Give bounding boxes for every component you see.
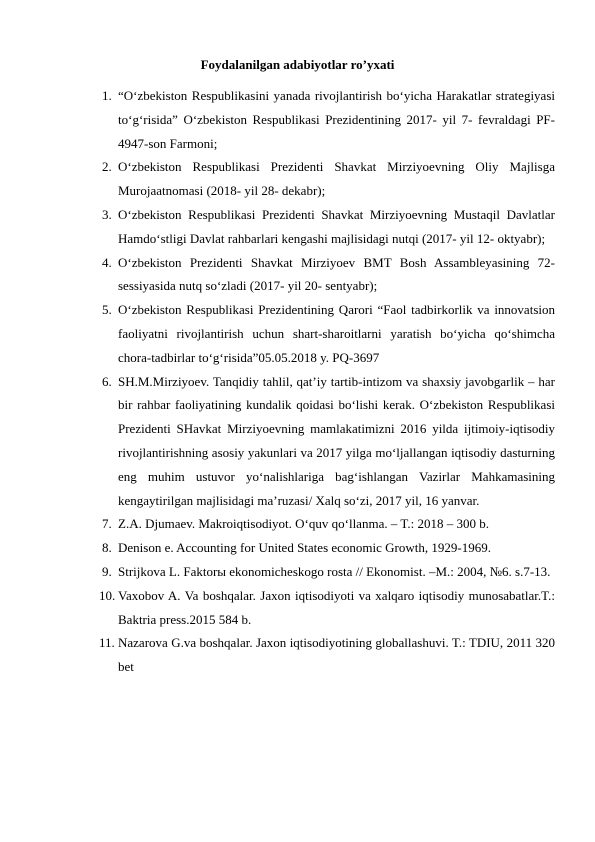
reference-item xyxy=(102,84,555,155)
reference-item xyxy=(102,203,555,251)
reference-item xyxy=(102,251,555,299)
reference-number: 5. xyxy=(102,302,112,318)
reference-text: O‘zbekiston Respublikasi Prezidentining Qarori “Faol tadbirkorlik va innovatsion faoliyatni rivojlantirish uchun shart-sharoitlarni yaratish bo‘yicha qo‘shimcha chora-tadbirlar to‘g‘risida”05.05.2018 y. PQ-3697 xyxy=(118,302,555,365)
reference-text: Strijkova L. Faktorы ekonomicheskogo rosta // Ekonomist. –M.: 2004, №6. s.7-13. xyxy=(118,563,551,579)
reference-item xyxy=(102,560,555,584)
reference-number: 11. xyxy=(99,635,115,651)
reference-text: Vaxobov A. Va boshqalar. Jaxon iqtisodiyoti va xalqaro iqtisodiy munosabatlar.T.: Baktria press.2015 584 b. xyxy=(118,587,555,627)
reference-text: Denison e. Accounting for United States economic Growth, 1929-1969. xyxy=(118,540,491,556)
reference-text: Nazarova G.va boshqalar. Jaxon iqtisodiyotining globallashuvi. T.: TDIU, 2011 320 bet xyxy=(118,635,555,675)
reference-text: Z.A. Djumaev. Makroiqtisodiyot. O‘quv qo‘llanma. – T.: 2018 – 300 b. xyxy=(118,516,489,532)
reference-item xyxy=(99,631,555,679)
reference-number: 6. xyxy=(102,373,112,389)
reference-text: O‘zbekiston Prezidenti Shavkat Mirziyoev BMT Bosh Assambleyasining 72-sessiyasida nutq so‘zladi (2017- yil 20- sentyabr); xyxy=(118,254,555,294)
reference-text: O‘zbekiston Respublikasi Prezidenti Shavkat Mirziyoevning Oliy Majlisga Murojaatnomasi (2018- yil 28- dekabr); xyxy=(118,159,555,199)
reference-item xyxy=(102,370,555,513)
reference-number: 1. xyxy=(102,88,112,103)
reference-item xyxy=(99,584,555,632)
reference-item xyxy=(102,298,555,369)
reference-number: 3. xyxy=(102,206,112,222)
reference-item xyxy=(102,536,555,560)
reference-text: O‘zbekiston Respublikasi Prezidenti Shavkat Mirziyoevning Mustaqil Davlatlar Hamdo‘stligi Davlat rahbarlari kengashi majlisidagi nutqi (2017- yil 12- oktyabr); xyxy=(118,206,555,246)
reference-item xyxy=(102,155,555,203)
reference-number: 7. xyxy=(102,516,112,532)
reference-item xyxy=(102,512,555,536)
reference-number: 4. xyxy=(102,254,112,270)
reference-text: SH.M.Mirziyoev. Tanqidiy tahlil, qat’iy tartib-intizom va shaxsiy javobgarlik – har bir rahbar faoliyatining kundalik qoidasi bo‘lishi kerak. O‘zbekiston Respublikasi Prezidenti SHavkat Mirziyoevning mamlakatimizni 2016 yilda ijtimoiy-iqtisodiy rivojlantirishning asosiy yakunlari va 2017 yilga mo‘ljallangan iqtisodiy dasturning eng muhim ustuvor yo‘nalishlariga bag‘ishlangan Vazirlar Mahkamasining kengaytirilgan majlisidagi ma’ruzasi/ Xalq so‘zi, 2017 yil, 16 yanvar. xyxy=(118,373,555,508)
reference-number: 9. xyxy=(102,563,112,579)
reference-number: 10. xyxy=(99,587,116,603)
page-title: Foydalanilgan adabiyotlar ro’yxati xyxy=(200,57,395,72)
reference-number: 8. xyxy=(102,540,112,556)
reference-text: “O‘zbekiston Respublikasini yanada rivojlantirish bo‘yicha Harakatlar strategiyasi to‘g‘risida” O‘zbekiston Respublikasi Prezidentining 2017- yil 7- fevraldagi PF-4947-son Farmoni; xyxy=(118,88,555,151)
reference-number: 2. xyxy=(102,159,112,175)
reference-list xyxy=(99,84,555,679)
